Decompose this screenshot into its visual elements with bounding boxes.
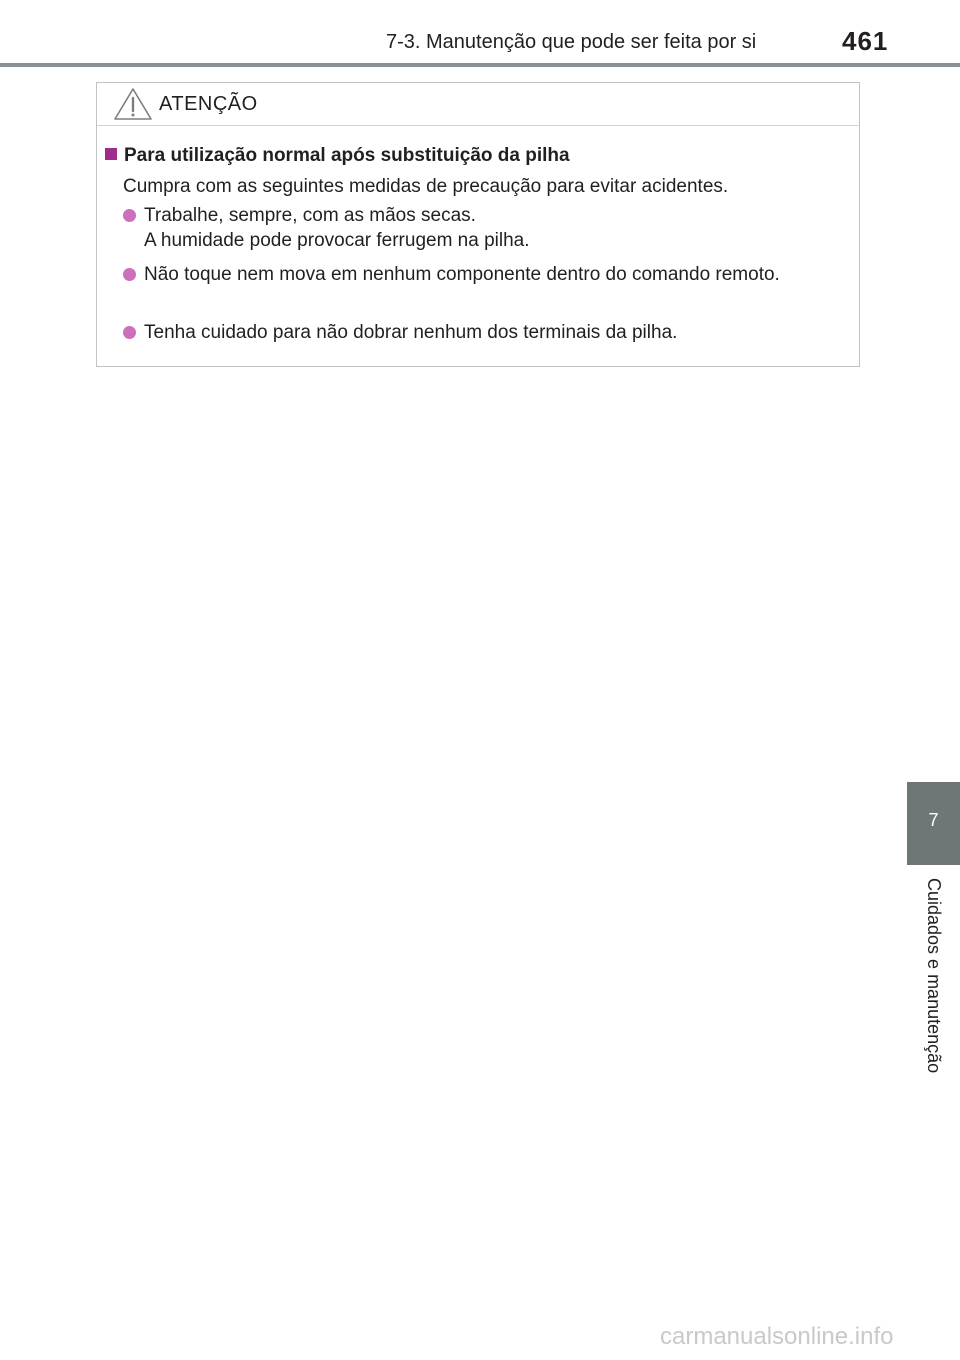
caution-box <box>96 82 860 367</box>
list-item <box>123 320 853 345</box>
square-bullet-icon <box>105 148 117 160</box>
list-item-line: Trabalhe, sempre, com as mãos secas. <box>144 205 476 226</box>
section-header-title: 7-3. Manutenção que pode ser feita por si <box>386 31 757 53</box>
header-rule <box>0 63 960 67</box>
list-item <box>123 203 853 253</box>
list-item-text: Não toque nem mova em nenhum componente dentro do comando remoto. <box>144 264 780 285</box>
warning-triangle-icon <box>113 87 153 121</box>
chapter-number: 7 <box>928 810 939 830</box>
page-number: 461 <box>842 26 889 56</box>
list-item <box>123 262 853 287</box>
bullet-dot-icon <box>123 268 136 281</box>
bullet-dot-icon <box>123 326 136 339</box>
caution-label: ATENÇÃO <box>159 93 258 115</box>
footer-watermark: carmanualsonline.info <box>660 1323 894 1350</box>
intro-text: Cumpra com as seguintes medidas de precaução para evitar acidentes. <box>123 176 729 197</box>
bullet-dot-icon <box>123 209 136 222</box>
chapter-title: Cuidados e manutenção <box>924 878 944 1074</box>
caution-header <box>97 83 859 126</box>
list-item-text: Tenha cuidado para não dobrar nenhum dos terminais da pilha. <box>144 322 678 343</box>
chapter-tab <box>907 782 960 865</box>
list-item-text <box>144 203 853 253</box>
section-heading <box>105 143 570 169</box>
section-heading-text: Para utilização normal após substituição da pilha <box>124 145 570 166</box>
list-item-line: A humidade pode provocar ferrugem na pilha. <box>144 230 530 251</box>
